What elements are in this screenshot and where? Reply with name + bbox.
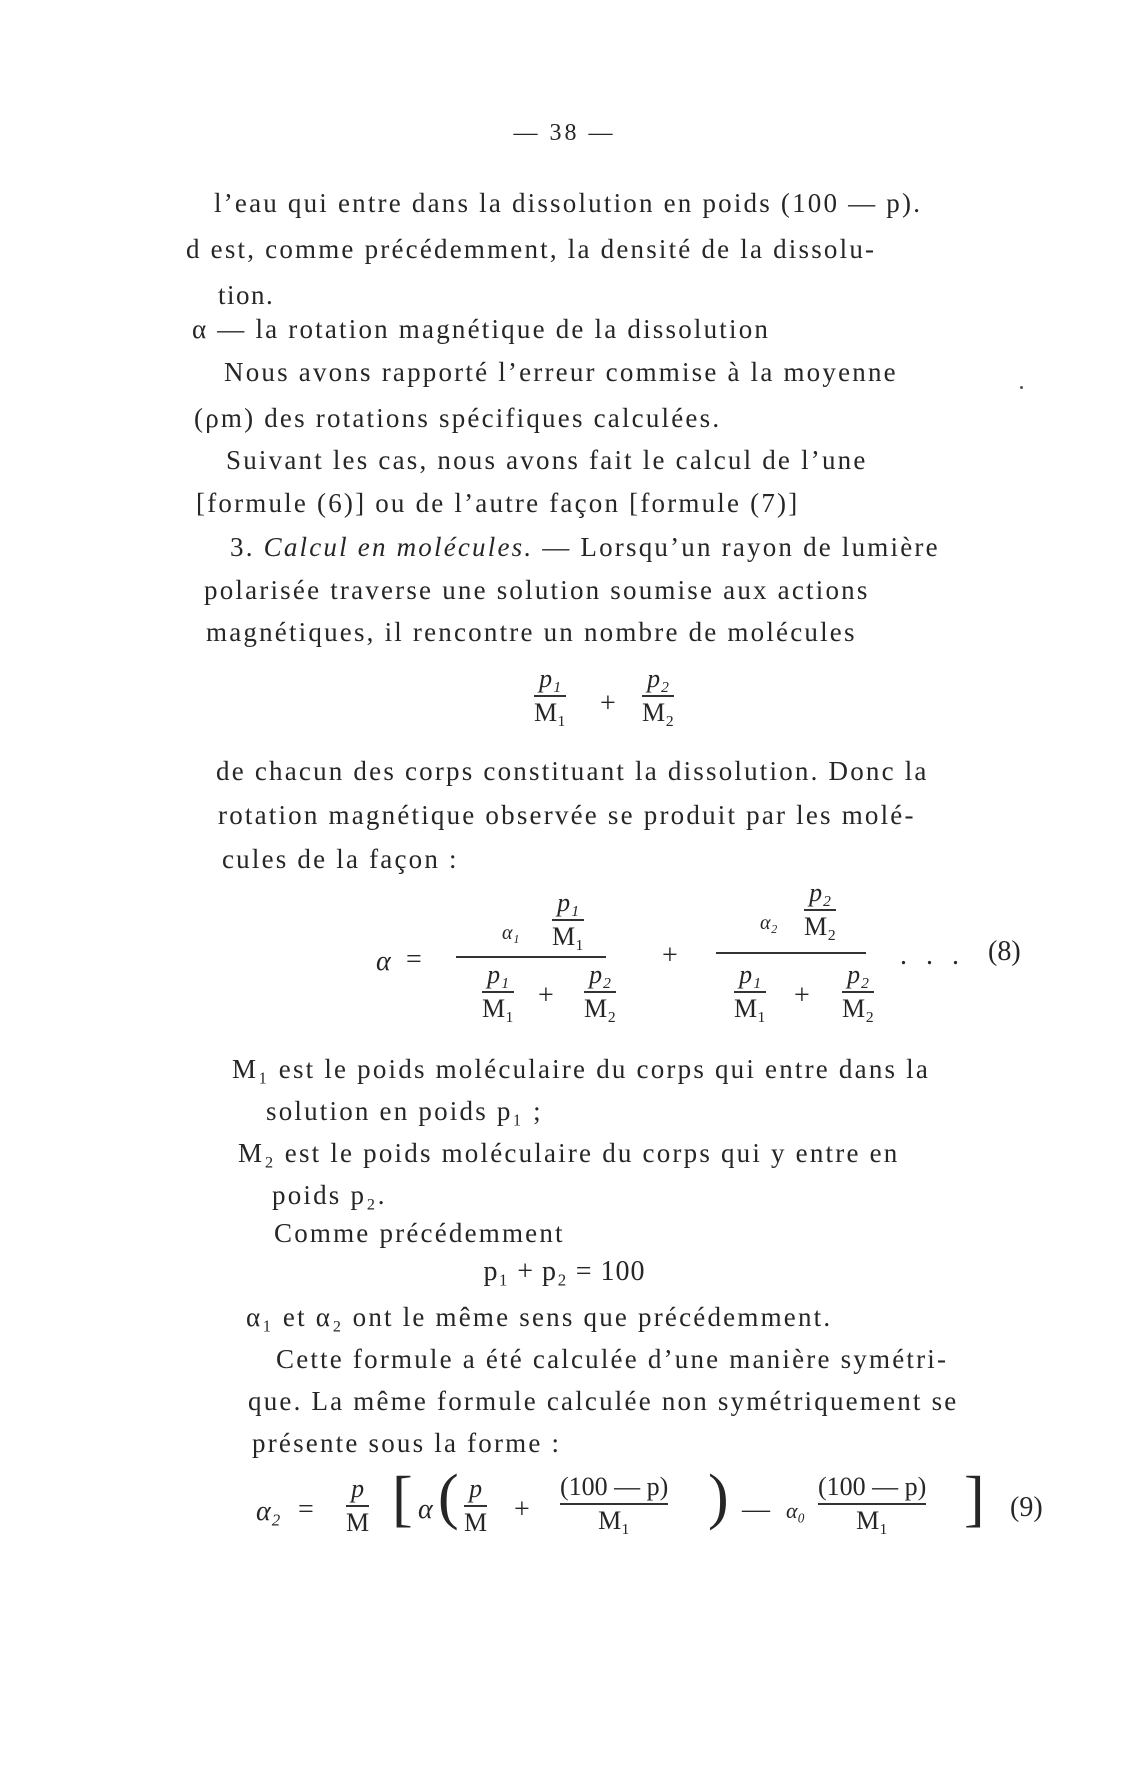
text-line: Nous avons rapporté l’erreur commise à la moyenne (224, 357, 898, 387)
section-text: — Lorsqu’un rayon de lumière (542, 532, 940, 562)
minus-sign: — (742, 1494, 770, 1525)
fraction-p1-m1: p₁ M₁ (482, 960, 515, 1023)
print-speck (1020, 386, 1023, 389)
fraction-p2-m2: p₂ M₂ (642, 664, 675, 727)
section-number: 3. (230, 532, 255, 562)
left-paren: ( (438, 1463, 459, 1531)
text-line: rotation magnétique observée se produit par les molé- (218, 800, 916, 830)
text-line: d est, comme précédemment, la densité de la dissolu- (186, 234, 877, 264)
text-line: [formule (6)] ou de l’autre façon [formule (7)] (196, 488, 800, 518)
text-line: de chacun des corps constituant la dissolution. Donc la (216, 756, 929, 786)
fraction-p2-m2: p₂ M₂ (584, 960, 617, 1023)
text-line: M₂ est le poids moléculaire du corps qui y entre en (238, 1138, 900, 1168)
fraction-bar (716, 952, 866, 954)
section-heading-line (230, 532, 940, 563)
right-bracket: ] (964, 1465, 985, 1533)
text-line: M₁ est le poids moléculaire du corps qui entre dans la (232, 1054, 931, 1084)
text-line: solution en poids p₁ ; (266, 1096, 543, 1126)
plus-sign: + (514, 1494, 530, 1525)
alpha2-symbol: α₂ (760, 912, 778, 934)
text-line: Cette formule a été calculée d’une manière symétri- (276, 1344, 949, 1374)
alpha-symbol: α (376, 946, 391, 977)
page-number: — 38 — (513, 120, 616, 146)
equals-sign: = (298, 1494, 314, 1525)
fraction-p2-m2: p₂ M₂ (842, 960, 875, 1023)
alpha0-symbol: α₀ (786, 1498, 806, 1523)
text-line: α₁ et α₂ ont le même sens que précédemment. (246, 1302, 833, 1332)
plus-sign: + (538, 980, 554, 1011)
fraction-bar (456, 956, 606, 958)
plus-sign: + (662, 940, 678, 971)
text-line: l’eau qui entre dans la dissolution en poids (100 — p). (214, 188, 923, 218)
equation-sum: p₁ + p₂ = 100 (483, 1256, 646, 1287)
right-paren: ) (708, 1463, 729, 1531)
left-bracket: [ (392, 1465, 413, 1533)
leader-dots: . . . (900, 940, 965, 971)
section-title: Calcul en molécules. (263, 532, 534, 562)
plus-sign: + (600, 688, 616, 719)
text-line: que. La même formule calculée non symétriquement se (248, 1386, 959, 1416)
fraction-100-minus-p-m1: (100 — p) M₁ (818, 1472, 927, 1535)
fraction-p1-m1: p₁ M₁ (534, 664, 567, 727)
fraction-p-m: p M (346, 1474, 370, 1537)
equation-number: (8) (988, 936, 1021, 967)
text-line: Comme précédemment (274, 1218, 565, 1248)
plus-sign: + (794, 980, 810, 1011)
fraction-p1-m1: p₁ M₁ (552, 888, 585, 951)
text-line: polarisée traverse une solution soumise aux actions (204, 575, 870, 605)
text-line: tion. (218, 280, 275, 310)
text-line: présente sous la forme : (252, 1428, 562, 1458)
text-line: α — la rotation magnétique de la dissolution (192, 314, 771, 344)
fraction-100-minus-p-m1: (100 — p) M₁ (560, 1472, 669, 1535)
equation-number: (9) (1010, 1492, 1043, 1523)
alpha2-symbol: α₂ (256, 1496, 281, 1527)
text-line: Suivant les cas, nous avons fait le calcul de l’une (226, 445, 868, 475)
fraction-p1-m1: p₁ M₁ (734, 960, 767, 1023)
alpha-symbol: α (418, 1494, 433, 1525)
equals-sign: = (406, 944, 422, 975)
alpha1-symbol: α₁ (502, 922, 520, 944)
text-line: poids p₂. (272, 1180, 387, 1210)
text-line: magnétiques, il rencontre un nombre de molécules (206, 617, 857, 647)
fraction-p2-m2: p₂ M₂ (804, 878, 837, 941)
text-line: (ρm) des rotations spécifiques calculées. (194, 403, 722, 433)
fraction-p-m: p M (464, 1474, 488, 1537)
text-line: cules de la façon : (222, 844, 459, 874)
